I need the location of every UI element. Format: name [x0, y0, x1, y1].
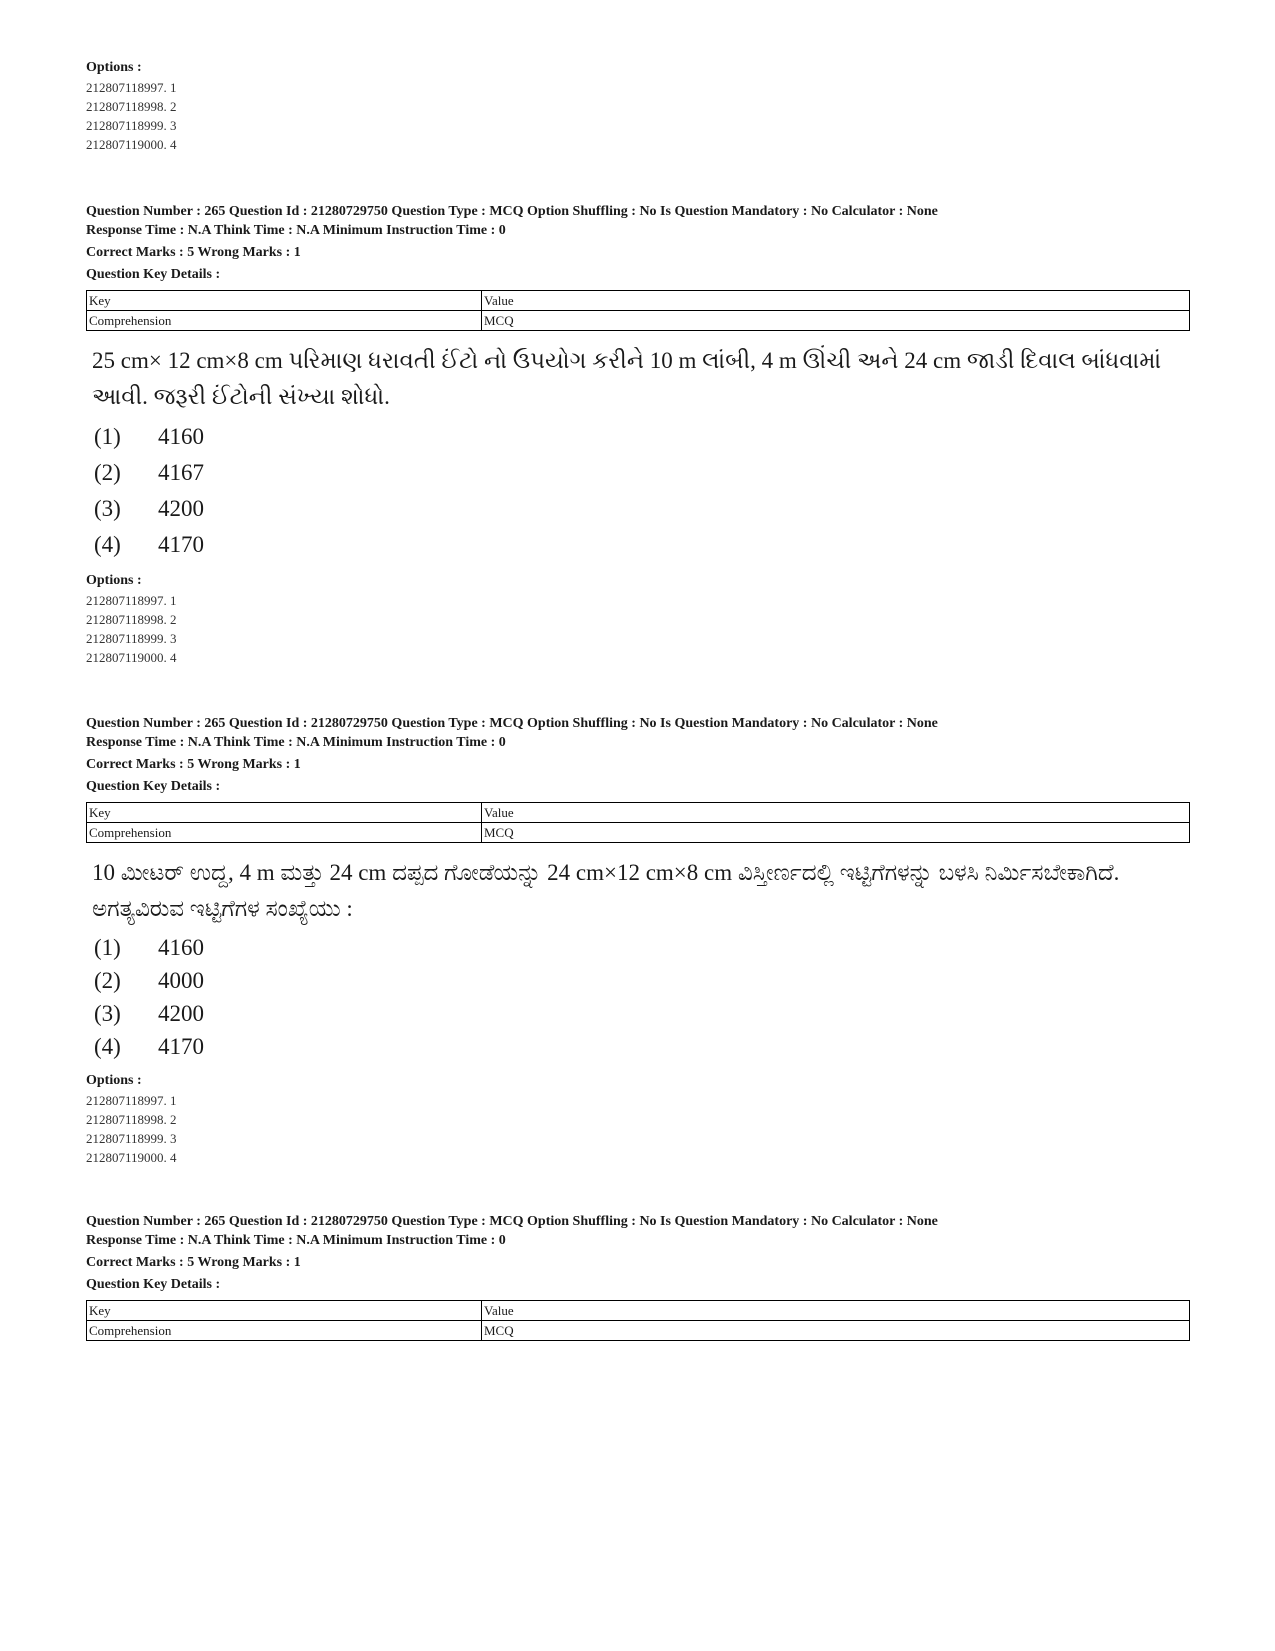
option-id: 212807118999. 3 [86, 118, 177, 133]
option-id: 212807118999. 3 [86, 631, 177, 646]
table-row [87, 291, 1190, 311]
question-meta-line1: Question Number : 265 Question Id : 21280729750 Question Type : MCQ Option Shuffling : No Is Question Mandatory : No Calculator : None [86, 204, 938, 219]
choice-value: 4167 [158, 460, 204, 485]
choice-number: (4) [94, 532, 121, 557]
choice-value: 4170 [158, 532, 204, 557]
table-cell-key: Comprehension [87, 311, 482, 331]
question-meta-line2: Response Time : N.A Think Time : N.A Minimum Instruction Time : 0 [86, 223, 506, 238]
marks-line: Correct Marks : 5 Wrong Marks : 1 [86, 757, 301, 772]
table-cell-key: Comprehension [87, 823, 482, 843]
table-header-value: Value [482, 291, 1190, 311]
answer-choice [86, 1030, 1196, 1063]
answer-choice [86, 997, 1196, 1030]
answer-choice [86, 931, 1196, 964]
question-meta-line1: Question Number : 265 Question Id : 21280729750 Question Type : MCQ Option Shuffling : No Is Question Mandatory : No Calculator : None [86, 716, 938, 731]
answer-choice [86, 527, 1196, 563]
options-list [86, 78, 1196, 154]
table-header-key: Key [87, 291, 482, 311]
question-text: 25 cm× 12 cm×8 cm પરિમાણ ધરાવતી ઈંટો નો ઉપયોગ કરીને 10 m લાંબી, 4 m ઊંચી અને 24 cm જાડી દિવાલ બાંધવામાં આવી. જરૂરી ઈંટોની સંખ્યા શોધો. [92, 348, 1162, 409]
choice-number: (2) [94, 460, 121, 485]
table-cell-value: MCQ [482, 823, 1190, 843]
choice-number: (1) [94, 935, 121, 960]
choice-value: 4200 [158, 496, 204, 521]
choice-number: (2) [94, 968, 121, 993]
answer-choice [86, 964, 1196, 997]
option-id: 212807119000. 4 [86, 137, 177, 152]
question-block-gujarati [86, 202, 1196, 667]
question-meta-line2: Response Time : N.A Think Time : N.A Minimum Instruction Time : 0 [86, 735, 506, 750]
choice-value: 4000 [158, 968, 204, 993]
option-id: 212807118997. 1 [86, 593, 177, 608]
choice-value: 4160 [158, 935, 204, 960]
options-label: Options : [86, 60, 142, 75]
key-details-label: Question Key Details : [86, 779, 221, 794]
options-label: Options : [86, 573, 142, 588]
key-details-label: Question Key Details : [86, 1277, 221, 1292]
options-label: Options : [86, 1073, 142, 1088]
answer-choice [86, 455, 1196, 491]
table-header-value: Value [482, 803, 1190, 823]
table-header-key: Key [87, 1301, 482, 1321]
key-details-table [86, 1300, 1190, 1341]
option-id: 212807118998. 2 [86, 1112, 177, 1127]
choice-number: (4) [94, 1034, 121, 1059]
answer-choices [86, 419, 1196, 563]
option-id: 212807118997. 1 [86, 80, 177, 95]
option-id: 212807118997. 1 [86, 1093, 177, 1108]
option-id: 212807118998. 2 [86, 99, 177, 114]
choice-number: (1) [94, 424, 121, 449]
answer-choice [86, 491, 1196, 527]
option-id: 212807119000. 4 [86, 650, 177, 665]
answer-choices [86, 931, 1196, 1063]
option-id: 212807118999. 3 [86, 1131, 177, 1146]
options-list [86, 1091, 1196, 1167]
question-block-next [86, 1212, 1196, 1341]
choice-number: (3) [94, 1001, 121, 1026]
choice-value: 4160 [158, 424, 204, 449]
choice-value: 4170 [158, 1034, 204, 1059]
table-row [87, 803, 1190, 823]
key-details-table [86, 802, 1190, 843]
table-cell-value: MCQ [482, 1321, 1190, 1341]
options-block-top [86, 58, 1196, 154]
table-row [87, 1321, 1190, 1341]
question-text: 10 ಮೀಟರ್ ಉದ್ದ, 4 m ಮತ್ತು 24 cm ದಪ್ಪದ ಗೋಡೆಯನ್ನು 24 cm×12 cm×8 cm ವಿಸ್ತೀರ್ಣದಲ್ಲಿ ಇಟ್ಟಿಗೆಗಳನ್ನು ಬಳಸಿ ನಿರ್ಮಿಸಬೇಕಾಗಿದೆ. ಅಗತ್ಯವಿರುವ ಇಟ್ಟಿಗೆಗಳ ಸಂಖ್ಯೆಯು : [92, 860, 1120, 921]
marks-line: Correct Marks : 5 Wrong Marks : 1 [86, 1255, 301, 1270]
table-cell-key: Comprehension [87, 1321, 482, 1341]
choice-value: 4200 [158, 1001, 204, 1026]
choice-number: (3) [94, 496, 121, 521]
option-id: 212807118998. 2 [86, 612, 177, 627]
answer-choice [86, 419, 1196, 455]
table-cell-value: MCQ [482, 311, 1190, 331]
option-id: 212807119000. 4 [86, 1150, 177, 1165]
options-list [86, 591, 1196, 667]
table-header-key: Key [87, 803, 482, 823]
key-details-label: Question Key Details : [86, 267, 221, 282]
table-row [87, 1301, 1190, 1321]
table-row [87, 823, 1190, 843]
marks-line: Correct Marks : 5 Wrong Marks : 1 [86, 245, 301, 260]
key-details-table [86, 290, 1190, 331]
table-row [87, 311, 1190, 331]
question-meta-line1: Question Number : 265 Question Id : 21280729750 Question Type : MCQ Option Shuffling : No Is Question Mandatory : No Calculator : None [86, 1214, 938, 1229]
table-header-value: Value [482, 1301, 1190, 1321]
question-block-kannada [86, 714, 1196, 1167]
question-meta-line2: Response Time : N.A Think Time : N.A Minimum Instruction Time : 0 [86, 1233, 506, 1248]
